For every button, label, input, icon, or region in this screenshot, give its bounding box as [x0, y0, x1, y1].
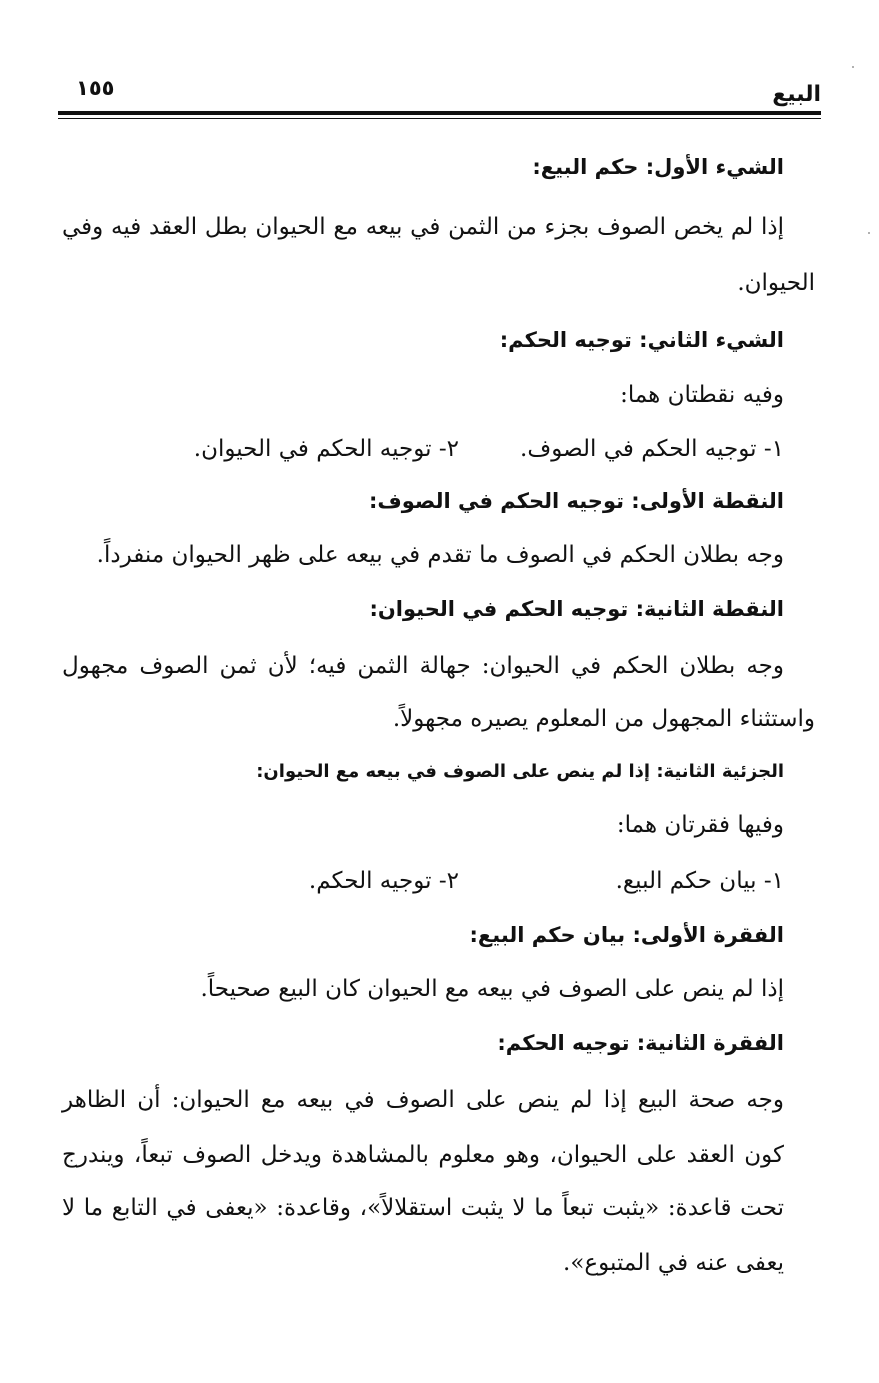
scan-speck	[868, 232, 870, 234]
paragraph-line: إذا لم يخص الصوف بجزء من الثمن في بيعه مع الحيوان بطل العقد فيه وفي	[62, 214, 784, 240]
paragraph-line: وفيها فقرتان هما:	[616, 812, 784, 838]
paragraph-line: يعفى عنه في المتبوع».	[563, 1250, 784, 1276]
list-item: ١- توجيه الحكم في الصوف.	[520, 436, 784, 462]
header-rule-thin	[58, 118, 821, 119]
paragraph-line: واستثناء المجهول من المعلوم يصيره مجهولاً.	[392, 706, 815, 732]
paragraph-line: وجه صحة البيع إذا لم ينص على الصوف في بيعه مع الحيوان: أن الظاهر	[62, 1087, 784, 1113]
list-item: ٢- توجيه الحكم في الحيوان.	[193, 436, 459, 462]
section-heading: النقطة الثانية: توجيه الحكم في الحيوان:	[369, 597, 784, 621]
section-heading: الجزئية الثانية: إذا لم ينص على الصوف في بيعه مع الحيوان:	[256, 761, 784, 782]
section-heading: الشيء الأول: حكم البيع:	[532, 155, 784, 179]
list-item: ٢- توجيه الحكم.	[308, 868, 459, 894]
section-heading: النقطة الأولى: توجيه الحكم في الصوف:	[368, 489, 784, 513]
paragraph-line: وجه بطلان الحكم في الحيوان: جهالة الثمن فيه؛ لأن ثمن الصوف مجهول	[62, 653, 784, 679]
section-heading: الفقرة الأولى: بيان حكم البيع:	[469, 923, 784, 947]
paragraph-line: تحت قاعدة: «يثبت تبعاً ما لا يثبت استقلالاً»، وقاعدة: «يعفى في التابع ما لا	[62, 1195, 784, 1221]
scan-speck	[852, 66, 854, 68]
section-heading: الشيء الثاني: توجيه الحكم:	[499, 328, 784, 352]
list-item: ١- بيان حكم البيع.	[615, 868, 784, 894]
page-number: ١٥٥	[76, 76, 115, 100]
paragraph-line: كون العقد على الحيوان، وهو معلوم بالمشاهدة ويدخل الصوف تبعاً، ويندرج	[62, 1142, 784, 1168]
paragraph-line: وفيه نقطتان هما:	[620, 382, 784, 408]
running-title: البيع	[772, 82, 821, 107]
section-heading: الفقرة الثانية: توجيه الحكم:	[497, 1031, 784, 1055]
paragraph-line: إذا لم ينص على الصوف في بيعه مع الحيوان كان البيع صحيحاً.	[200, 976, 784, 1002]
header-rule-thick	[58, 111, 821, 115]
paragraph-line: الحيوان.	[737, 270, 815, 296]
running-header	[58, 74, 821, 114]
paragraph-line: وجه بطلان الحكم في الصوف ما تقدم في بيعه على ظهر الحيوان منفرداً.	[96, 542, 784, 568]
